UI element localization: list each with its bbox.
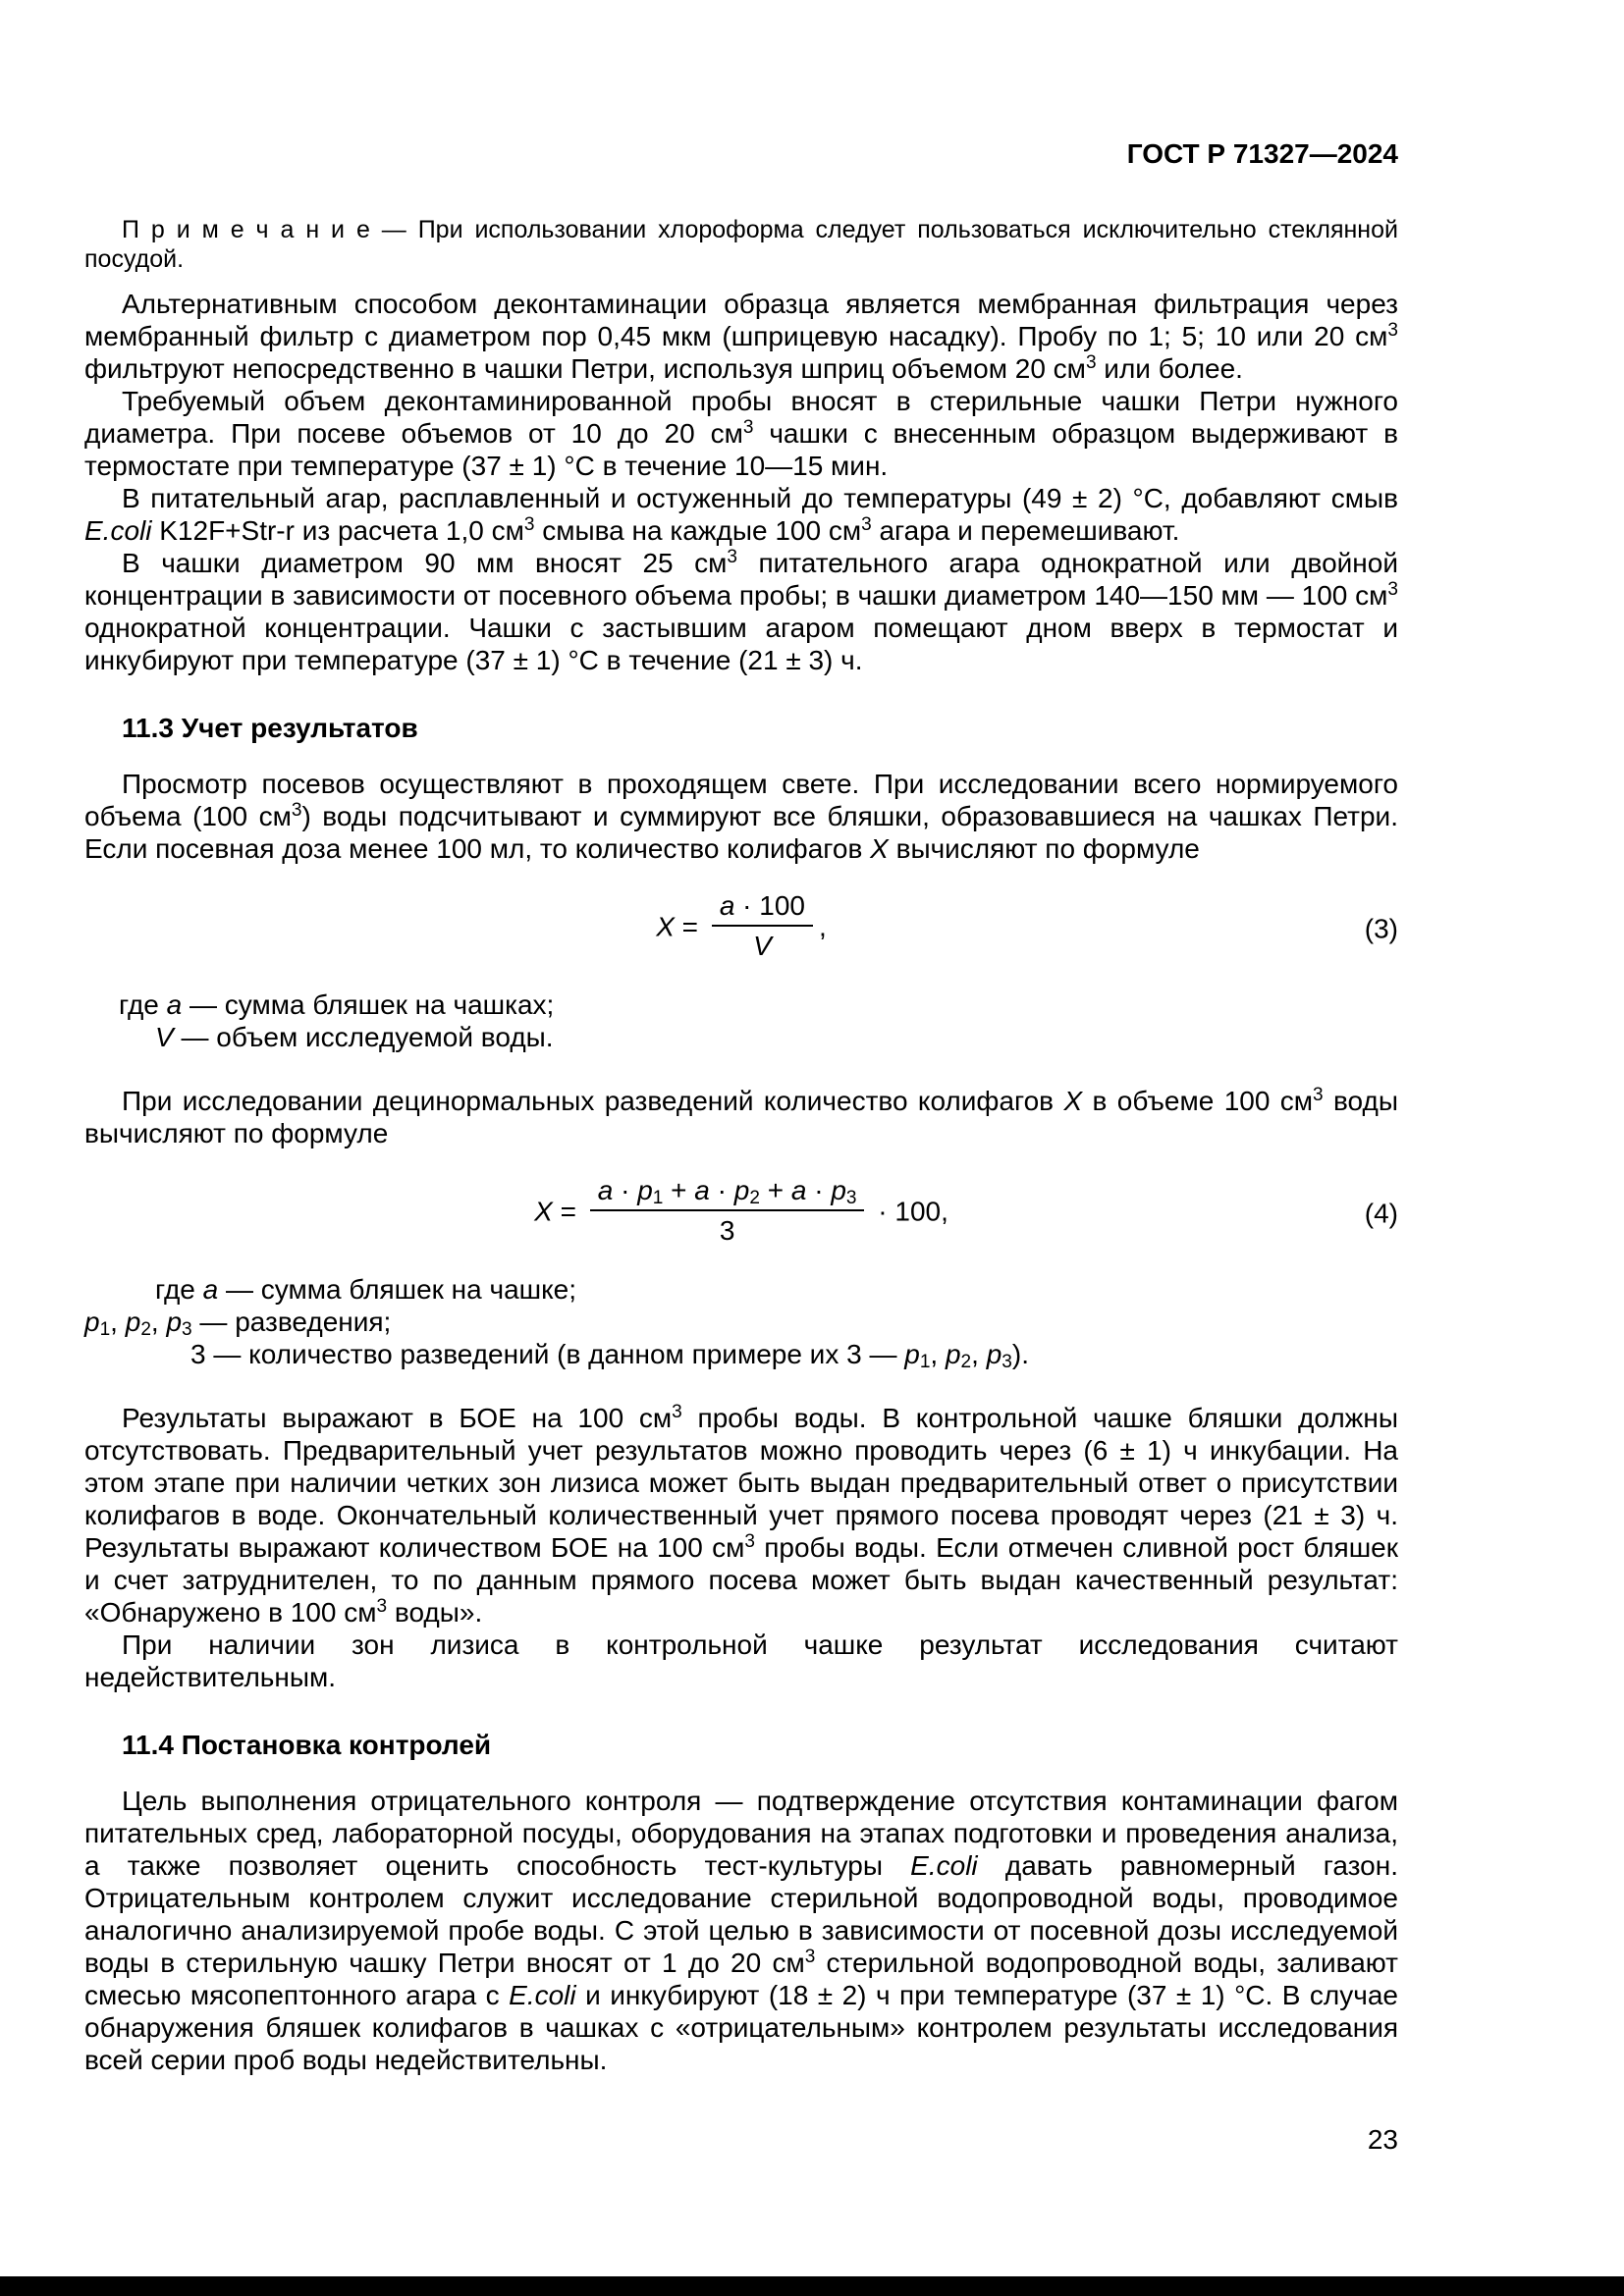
variable: V: [753, 931, 772, 961]
text-run: где: [155, 1274, 203, 1305]
section-heading: 11.4 Постановка контролей: [122, 1730, 492, 1760]
formula-block: [84, 1177, 1398, 1250]
superscript: 3: [672, 1401, 682, 1422]
text-run: ,: [819, 911, 827, 942]
formula-number: (4): [1364, 1198, 1398, 1229]
text-run: ) воды подсчитывают и суммируют все бляшки, образовавшиеся на чашках Петри. Если посевная доза менее 100 мл, то количество колифагов: [84, 801, 1398, 864]
text-run: При наличии зон лизиса в контрольной чашке результат исследования считают недействительным.: [84, 1629, 1398, 1692]
text-run: — сумма бляшек на чашке;: [218, 1274, 577, 1305]
text-run: 3 — количество разведений (в данном примере их 3 —: [190, 1339, 905, 1369]
variable: p: [945, 1339, 961, 1369]
text-run: где: [119, 989, 167, 1020]
text-run: Альтернативным способом деконтаминации образца является мембранная фильтрация через мембранный фильтр с диаметром пор 0,45 мкм (шприцевую насадку). Пробу по 1; 5; 10 или 20 см: [84, 289, 1398, 351]
text-run: П р и м е ч а н и е — При использовании хлороформа следует пользоваться исключительно стеклянной посудой.: [84, 216, 1398, 273]
paragraph: [84, 288, 1398, 385]
superscript: 3: [291, 799, 302, 821]
fraction: [590, 1174, 865, 1247]
text-run: чашки с внесенным образцом выдерживают в термостате при температуре (37 ± 1) °С в течение 10—15 мин.: [84, 418, 1398, 481]
formula-expression: [656, 892, 827, 965]
page-number: 23: [1367, 2124, 1398, 2155]
formula-block: [84, 892, 1398, 965]
text-run: пробы воды. В контрольной чашке бляшки должны отсутствовать. Предварительный учет результатов можно проводить через (6 ± 1) ч инкубации. На этом этапе при наличии четких зон лизиса может быть выдан предварительный ответ о присутствии колифагов в воде. Окончательный количественный учет прямого посева проводят через (21 ± 3) ч. Результаты выражают количеством БОЕ на 100 см: [84, 1403, 1398, 1563]
text-run: ).: [1011, 1339, 1029, 1369]
text-run: воды вычисляют по формуле: [84, 1086, 1398, 1148]
variable: E.coli: [910, 1850, 978, 1881]
paragraph: [84, 482, 1398, 547]
paragraph: [84, 547, 1398, 676]
superscript: 3: [744, 1530, 755, 1552]
text-run: и инкубируют (18 ± 2) ч при температуре (37 ± 1) °С. В случае обнаружения бляшек колифагов в чашках с «отрицательным» контролем результаты исследования всей серии проб воды недействительны.: [84, 1980, 1398, 2075]
text-run: стерильной водопроводной воды, заливают смесью мясопептонного агара с: [84, 1948, 1398, 2010]
variable: p: [125, 1307, 141, 1337]
variable: a: [202, 1274, 219, 1305]
text-run: воды».: [387, 1597, 483, 1628]
variable: p: [166, 1307, 183, 1337]
variable: X: [656, 911, 675, 942]
subscript: 2: [960, 1352, 972, 1373]
formula-lhs: [534, 1196, 584, 1226]
superscript: 3: [523, 513, 535, 535]
variable: p: [904, 1339, 920, 1369]
text-run: ,: [150, 1307, 167, 1337]
text-run: в объеме 100 см: [1082, 1086, 1314, 1116]
text-run: — разведения;: [191, 1307, 392, 1337]
text-run: ·: [613, 1175, 638, 1205]
definition-line: [84, 1021, 1398, 1053]
variable: p: [637, 1175, 653, 1205]
text-run: вычисляют по формуле: [888, 833, 1200, 864]
subscript: 1: [919, 1352, 931, 1373]
text-run: смыва на каждые 100 см: [534, 515, 862, 546]
variable: p: [831, 1175, 846, 1205]
definition-line: [84, 988, 1398, 1021]
text-run: ,: [110, 1307, 126, 1337]
subscript: 1: [652, 1188, 664, 1209]
text-run: пробы воды. Если отмечен сливной рост бляшек и счет затруднителен, то по данным прямого посева может быть выдан качественный результат: «Обнаружено в 100 см: [84, 1532, 1398, 1628]
paragraph: [84, 1629, 1398, 1693]
text-run: — сумма бляшек на чашках;: [182, 989, 555, 1020]
doc-header: [84, 137, 1398, 170]
subscript: 3: [1001, 1352, 1012, 1373]
variable: X: [870, 833, 889, 864]
paragraph: [84, 768, 1398, 865]
text-run: питательного агара однократной или двойной концентрации в зависимости от посевного объема пробы; в чашки диаметром 140—150 мм — 100 см: [84, 548, 1398, 611]
formula-lhs: [656, 911, 706, 941]
text-run: Цель выполнения отрицательного контроля — подтверждение отсутствия контаминации фагом питательных сред, лабораторной посуды, оборудования на этапах подготовки и проведения анализа, а также позволяет оценить способность тест-культуры: [84, 1786, 1398, 1881]
superscript: 3: [1313, 1084, 1324, 1105]
note-paragraph: [84, 215, 1398, 274]
superscript: 3: [376, 1595, 388, 1617]
variable: X: [1063, 1086, 1083, 1116]
variable: E.coli: [84, 515, 152, 546]
definition-line: [84, 1338, 1398, 1373]
text-run: =: [552, 1196, 584, 1227]
text-run: =: [674, 911, 706, 942]
text-run: — объем исследуемой воды.: [173, 1022, 554, 1052]
superscript: 3: [1387, 578, 1398, 600]
text-run: Просмотр посевов осуществляют в проходящем свете. При исследовании всего нормируемого объема (100 см: [84, 769, 1398, 831]
definition-line: [84, 1306, 1398, 1341]
text-run: При исследовании децинормальных разведений количество колифагов: [122, 1086, 1064, 1116]
superscript: 3: [1387, 319, 1398, 341]
subscript: 3: [845, 1188, 857, 1209]
variable: a: [166, 989, 183, 1020]
page-bottom-edge: [0, 2276, 1624, 2296]
superscript: 3: [742, 416, 754, 438]
text-run: ,: [971, 1339, 987, 1369]
text-run: · 100: [734, 890, 805, 921]
variable: p: [986, 1339, 1002, 1369]
variable: a: [719, 890, 735, 921]
superscript: 3: [861, 513, 872, 535]
section-heading: 11.3 Учет результатов: [122, 713, 418, 743]
formula-expression: [534, 1177, 948, 1250]
definition-line: [84, 1273, 1398, 1306]
fraction-numerator: [712, 889, 813, 927]
subscript: 3: [182, 1319, 192, 1341]
text-run: Требуемый объем деконтаминированной пробы вносят в стерильные чашки Петри нужного диаметра. При посеве объемов от 10 до 20 см: [84, 386, 1398, 449]
text-run: В питательный агар, расплавленный и остуженный до температуры (49 ± 2) °С, добавляют смыв: [122, 483, 1398, 513]
document-content: [84, 215, 1398, 2076]
text-run: агара и перемешивают.: [871, 515, 1180, 546]
subscript: 1: [99, 1319, 111, 1341]
variable: a: [694, 1175, 710, 1205]
text-run: ,: [930, 1339, 946, 1369]
paragraph: [84, 385, 1398, 482]
fraction-numerator: [590, 1174, 865, 1211]
text-run: Результаты выражают в БОЕ на 100 см: [122, 1403, 673, 1433]
text-run: В чашки диаметром 90 мм вносят 25 см: [122, 548, 728, 578]
page-footer: [84, 2123, 1398, 2156]
text-run: 3: [719, 1215, 735, 1246]
fraction-denominator: [712, 927, 813, 962]
variable: X: [534, 1196, 553, 1227]
text-run: ·: [806, 1175, 832, 1205]
text-run: +: [759, 1175, 791, 1205]
doc-number: ГОСТ Р 71327—2024: [1126, 138, 1398, 169]
paragraph: [84, 1785, 1398, 2076]
subscript: 2: [749, 1188, 760, 1209]
formula-rhs: [870, 1196, 947, 1226]
superscript: 3: [1085, 351, 1097, 373]
text-run: K12F+Str-r из расчета 1,0 см: [151, 515, 524, 546]
fraction-denominator: [590, 1211, 865, 1247]
paragraph: [84, 1402, 1398, 1629]
subscript: 2: [140, 1319, 151, 1341]
superscript: 3: [727, 546, 737, 567]
text-run: давать равномерный газон. Отрицательным контролем служит исследование стерильной водопроводной воды, проводимое аналогично анализируемой пробе воды. С этой целью в зависимости от посевной дозы исследуемой воды в стерильную чашку Петри вносят от 1 до 20 см: [84, 1850, 1398, 1978]
variable: p: [733, 1175, 750, 1205]
text-run: или более.: [1096, 353, 1243, 384]
variable: E.coli: [509, 1980, 576, 2010]
fraction: [712, 889, 813, 962]
text-run: · 100,: [870, 1196, 948, 1227]
variable: a: [597, 1175, 614, 1205]
text-run: однократной концентрации. Чашки с застывшим агаром помещают дном вверх в термостат и инкубируют при температуре (37 ± 1) °С в течение (21 ± 3) ч.: [84, 613, 1398, 675]
paragraph: [84, 1085, 1398, 1149]
variable: p: [84, 1307, 100, 1337]
text-run: фильтруют непосредственно в чашки Петри, используя шприц объемом 20 см: [84, 353, 1086, 384]
formula-rhs: [819, 911, 827, 941]
variable: a: [790, 1175, 807, 1205]
superscript: 3: [804, 1946, 816, 1967]
text-run: ·: [709, 1175, 734, 1205]
text-run: +: [663, 1175, 695, 1205]
variable: V: [155, 1022, 174, 1052]
formula-number: (3): [1364, 913, 1398, 944]
